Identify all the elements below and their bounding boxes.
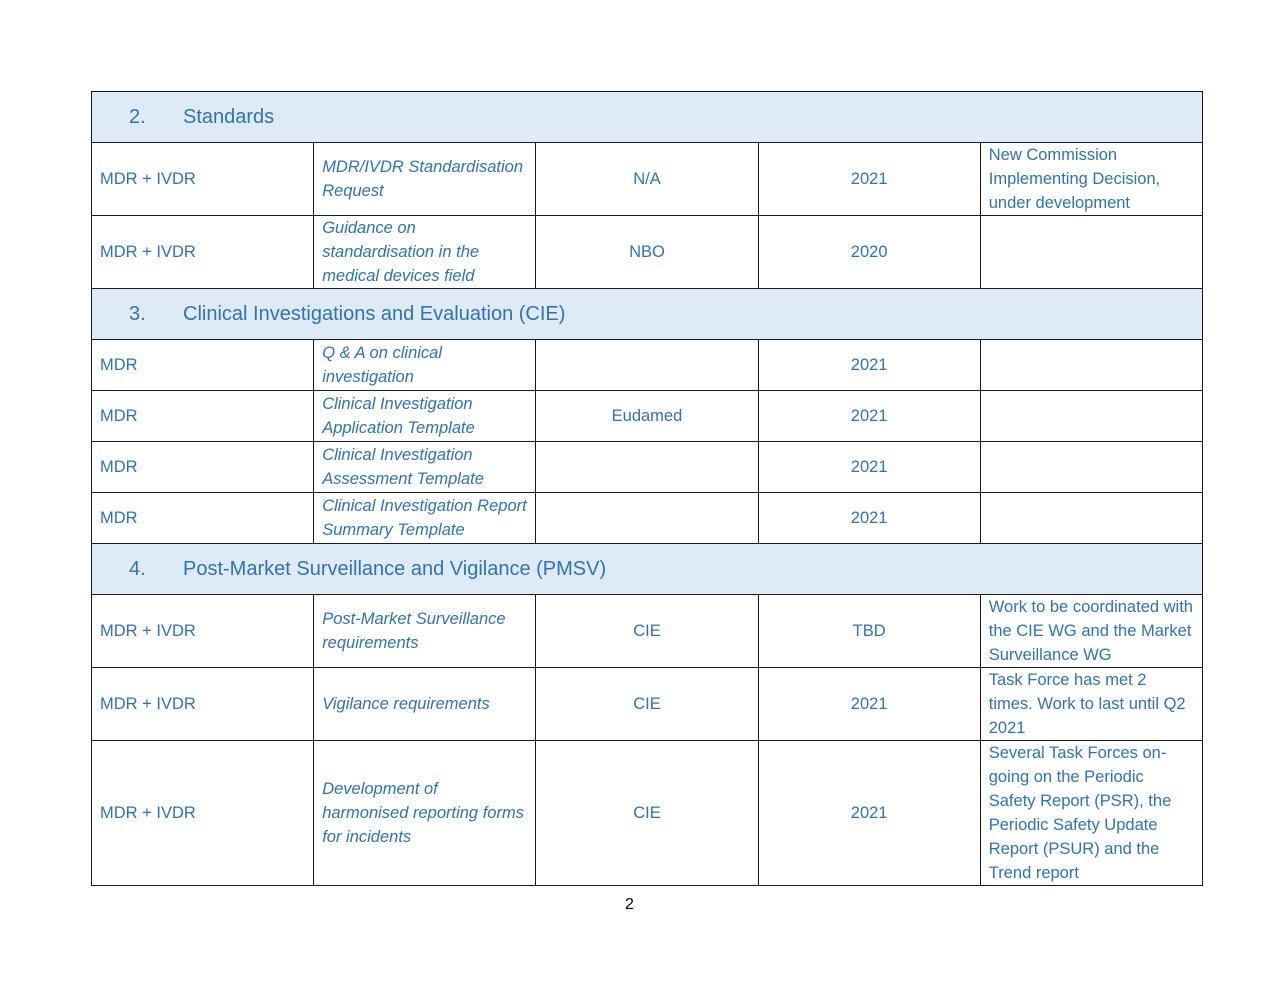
section-number: 4. (129, 558, 146, 580)
regulation-cell: MDR + IVDR (92, 216, 314, 289)
document-title-cell: Vigilance requirements (314, 668, 536, 741)
regulation-cell: MDR (92, 493, 314, 544)
section-header-standards (92, 92, 1203, 143)
table-row (92, 493, 1203, 544)
table-row (92, 595, 1203, 668)
year-cell: TBD (758, 595, 980, 668)
table-row (92, 668, 1203, 741)
regulation-cell: MDR + IVDR (92, 668, 314, 741)
section-number: 2. (129, 106, 146, 128)
notes-cell (980, 442, 1202, 493)
regulation-cell: MDR + IVDR (92, 143, 314, 216)
table-row (92, 216, 1203, 289)
section-header-post-market-surveillance (92, 544, 1203, 595)
document-title-cell: Post-Market Surveillance requirements (314, 595, 536, 668)
notes-cell: Work to be coordinated with the CIE WG and the Market Surveillance WG (980, 595, 1202, 668)
year-cell: 2021 (758, 143, 980, 216)
table-row (92, 442, 1203, 493)
regulation-cell: MDR (92, 391, 314, 442)
regulation-cell: MDR (92, 340, 314, 391)
notes-cell (980, 493, 1202, 544)
lead-cell (536, 340, 758, 391)
lead-cell: N/A (536, 143, 758, 216)
lead-cell: CIE (536, 595, 758, 668)
year-cell: 2021 (758, 493, 980, 544)
regulation-cell: MDR (92, 442, 314, 493)
notes-cell: Task Force has met 2 times. Work to last until Q2 2021 (980, 668, 1202, 741)
lead-cell (536, 442, 758, 493)
section-title: Standards (183, 106, 275, 128)
lead-cell: NBO (536, 216, 758, 289)
document-title-cell: Clinical Investigation Application Template (314, 391, 536, 442)
section-title: Clinical Investigations and Evaluation (CIE) (183, 303, 566, 325)
lead-cell: CIE (536, 668, 758, 741)
table-row (92, 391, 1203, 442)
year-cell: 2021 (758, 391, 980, 442)
lead-cell: Eudamed (536, 391, 758, 442)
table-row (92, 741, 1203, 886)
year-cell: 2021 (758, 340, 980, 391)
year-cell: 2021 (758, 668, 980, 741)
work-programme-table (91, 91, 1203, 886)
document-title-cell: Development of harmonised reporting forms for incidents (314, 741, 536, 886)
document-title-cell: Q & A on clinical investigation (314, 340, 536, 391)
document-title-cell: Clinical Investigation Assessment Template (314, 442, 536, 493)
section-number: 3. (129, 303, 146, 325)
lead-cell (536, 493, 758, 544)
table-row (92, 340, 1203, 391)
year-cell: 2021 (758, 741, 980, 886)
notes-cell (980, 340, 1202, 391)
notes-cell: Several Task Forces on-going on the Periodic Safety Report (PSR), the Periodic Safety Update Report (PSUR) and the Trend report (980, 741, 1202, 886)
regulation-cell: MDR + IVDR (92, 741, 314, 886)
notes-cell (980, 391, 1202, 442)
document-title-cell: MDR/IVDR Standardisation Request (314, 143, 536, 216)
lead-cell: CIE (536, 741, 758, 886)
regulation-cell: MDR + IVDR (92, 595, 314, 668)
year-cell: 2021 (758, 442, 980, 493)
year-cell: 2020 (758, 216, 980, 289)
notes-cell (980, 216, 1202, 289)
table-row (92, 143, 1203, 216)
page-number: 2 (625, 896, 634, 913)
notes-cell: New Commission Implementing Decision, under development (980, 143, 1202, 216)
section-header-clinical-investigations (92, 289, 1203, 340)
document-title-cell: Clinical Investigation Report Summary Template (314, 493, 536, 544)
document-title-cell: Guidance on standardisation in the medical devices field (314, 216, 536, 289)
section-title: Post-Market Surveillance and Vigilance (PMSV) (183, 558, 607, 580)
